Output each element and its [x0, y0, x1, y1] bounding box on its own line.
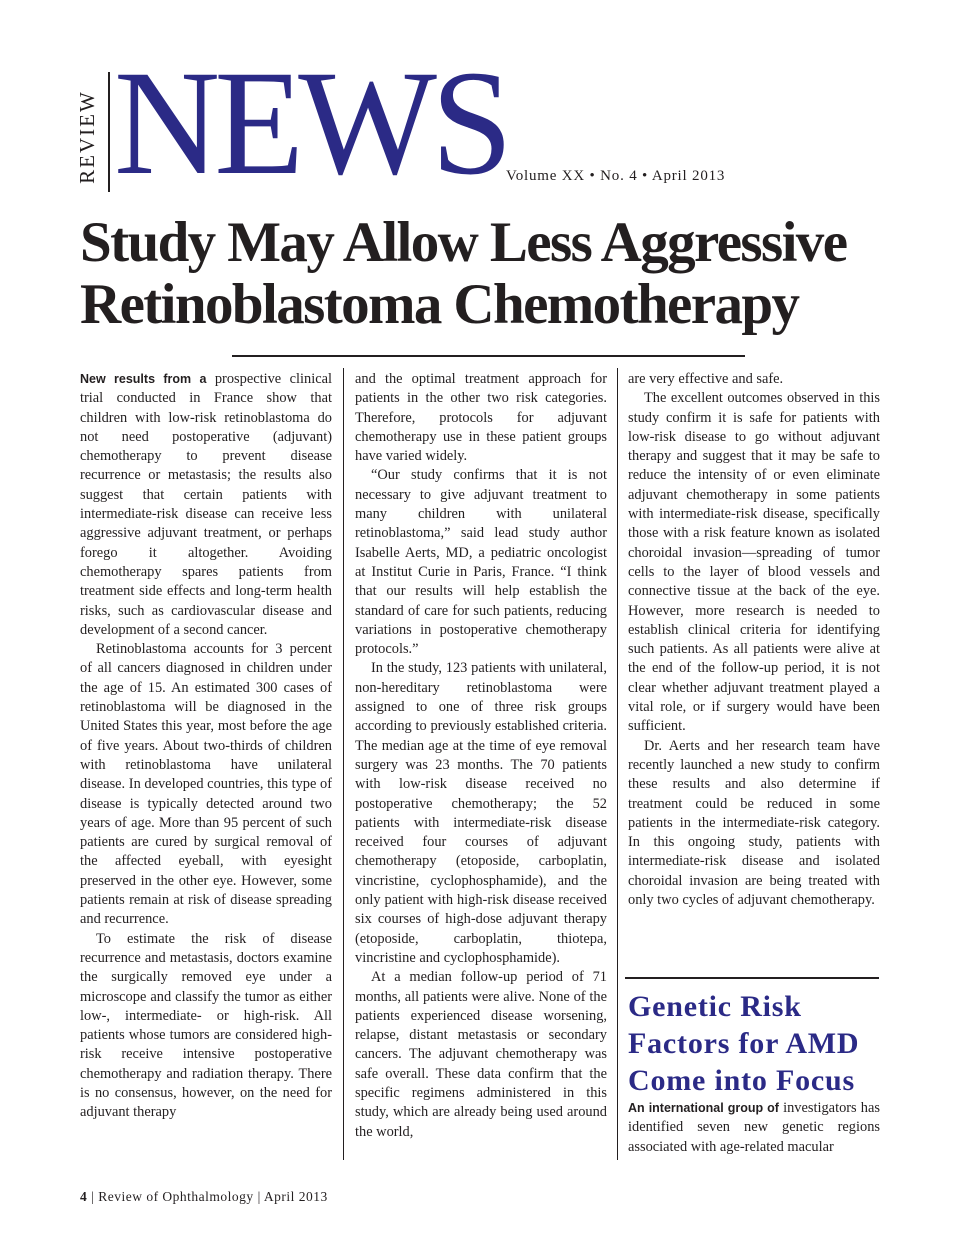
article-column-2 [355, 370, 607, 1160]
article-column-1 [80, 370, 332, 1160]
article-paragraph: and the optimal treatment approach for patients in the other two risk categories. Therefore, protocols for adjuvant chemotherapy use in these patient groups have varied widely. [355, 371, 607, 465]
review-wordmark: REVIEW [75, 90, 99, 184]
article-paragraph [80, 370, 332, 640]
column-divider-1 [343, 368, 344, 1160]
sidebar-headline-line-1: Genetic Risk [628, 990, 802, 1023]
article-paragraph: Dr. Aerts and her research team have recently launched a new study to confirm these results and also determine if treatment could be reduced in some patients in the intermediate-risk category. In this ongoing study, patients with intermediate-risk disease and isolated choroidal invasion are being treated with only two cycles of adjuvant chemotherapy. [628, 737, 880, 909]
article-paragraph: In the study, 123 patients with unilateral, non-hereditary retinoblastoma were assigned to one of three risk groups according to previously established criteria. The median age at the time of eye removal surgery was 23 months. The 70 patients with low-risk disease received no postoperative chemotherapy; the 52 patients with intermediate-risk disease received four courses of adjuvant chemotherapy (etoposide, carboplatin, vincristine, cyclophosphamide), and the only patient with high-risk disease received six courses of high-dose adjuvant therapy (etoposide, carboplatin, thiotepa, vincristine and cyclophosphamide). [355, 660, 607, 966]
masthead-divider [108, 72, 110, 192]
news-wordmark: NEWS [114, 40, 507, 206]
footer-date: April 2013 [263, 1189, 328, 1204]
article-lead-in: New results from a [80, 372, 207, 386]
column-divider-2 [617, 368, 618, 1160]
article-column-3 [628, 370, 880, 970]
sidebar-headline-line-3: Come into Focus [628, 1064, 855, 1097]
footer-publication: Review of Ophthalmology [98, 1189, 254, 1204]
article-headline [80, 212, 880, 336]
headline-divider [232, 355, 745, 357]
footer-separator: | [257, 1189, 261, 1204]
sidebar-lead-in: An international group of [628, 1101, 779, 1115]
article-paragraph: “Our study confirms that it is not necessary to give adjuvant treatment to many children with unilateral retinoblastoma,” said lead study author Isabelle Aerts, MD, a pediatric oncologist at Institut Curie in Paris, France. “I think that our results will help establish the standard of care for such patients, reducing variations in postoperative chemotherapy protocols.” [355, 467, 607, 658]
page-number: 4 [80, 1189, 88, 1204]
headline-line-2: Retinoblastoma Chemotherapy [80, 273, 799, 336]
issue-info: Volume XX • No. 4 • April 2013 [506, 168, 726, 184]
sidebar-paragraph [628, 1099, 880, 1157]
article-paragraph: At a median follow-up period of 71 months, all patients were alive. None of the patients experienced disease worsening, relapse, distant metastasis or secondary cancers. The adjuvant chemotherapy was safe overall. These data confirm that the specific regimens administered in this study, which are already being used around the world, [355, 969, 607, 1140]
article-paragraph: To estimate the risk of disease recurrence and metastasis, doctors examine the surgically removed eye under a microscope and classify the tumor as either low-, intermediate- or high-risk. All patients whose tumors are considered high-risk receive intensive postoperative chemotherapy and radiation therapy. There is no consensus, however, on the need for adjuvant therapy [80, 930, 332, 1121]
masthead [75, 40, 760, 206]
headline-line-1: Study May Allow Less Aggressive [80, 211, 847, 274]
footer-separator: | [91, 1189, 95, 1204]
article-paragraph: The excellent outcomes observed in this study confirm it is safe for patients with low-risk disease to go without adjuvant therapy and suggest that it may be safe to reduce the intensity of or even eliminate adjuvant chemotherapy in some patients with intermediate-risk disease, specifically those with a risk feature known as isolated choroidal invasion—spreading of tumor cells to the layer of blood vessels and connective tissue at the back of the eye. However, more research is needed to establish clinical criteria for identifying such patients. As all patients were alive at the end of the follow-up period, it is not clear whether adjuvant treatment played a vital role, or if surgery would have been sufficient. [628, 390, 880, 735]
sidebar-text: investigators has identified seven new genetic regions associated with age-related macular [628, 1100, 880, 1155]
article-text: prospective clinical trial conducted in France show that children with low-risk retinoblastoma do not need postoperative (adjuvant) chemotherapy to prevent disease recurrence or metastasis; the results also suggest that certain patients with intermediate-risk disease can receive less aggressive adjuvant treatment, or perhaps forego it altogether. Avoiding chemotherapy spares patients from treatment side effects and long-term health risks, such as cardiovascular disease and development of a second cancer. [80, 371, 332, 638]
article-paragraph: are very effective and safe. [628, 371, 784, 387]
article-paragraph: Retinoblastoma accounts for 3 percent of all cancers diagnosed in children under the age of 15. An estimated 300 cases of retinoblastoma will be diagnosed in the United States this year, most before the age of five years. About two-thirds of children with retinoblastoma have unilateral disease. In developed countries, this type of disease is typically detected around two years of age. More than 95 percent of such patients are cured by surgical removal of the affected eyeball, with eyesight preserved in the other eye. However, some patients remain at risk of disease spreading and recurrence. [80, 641, 332, 928]
sidebar-divider [625, 977, 879, 979]
page-footer [80, 1189, 328, 1205]
sidebar-headline-line-2: Factors for AMD [628, 1027, 860, 1060]
sidebar-headline [628, 988, 880, 1099]
